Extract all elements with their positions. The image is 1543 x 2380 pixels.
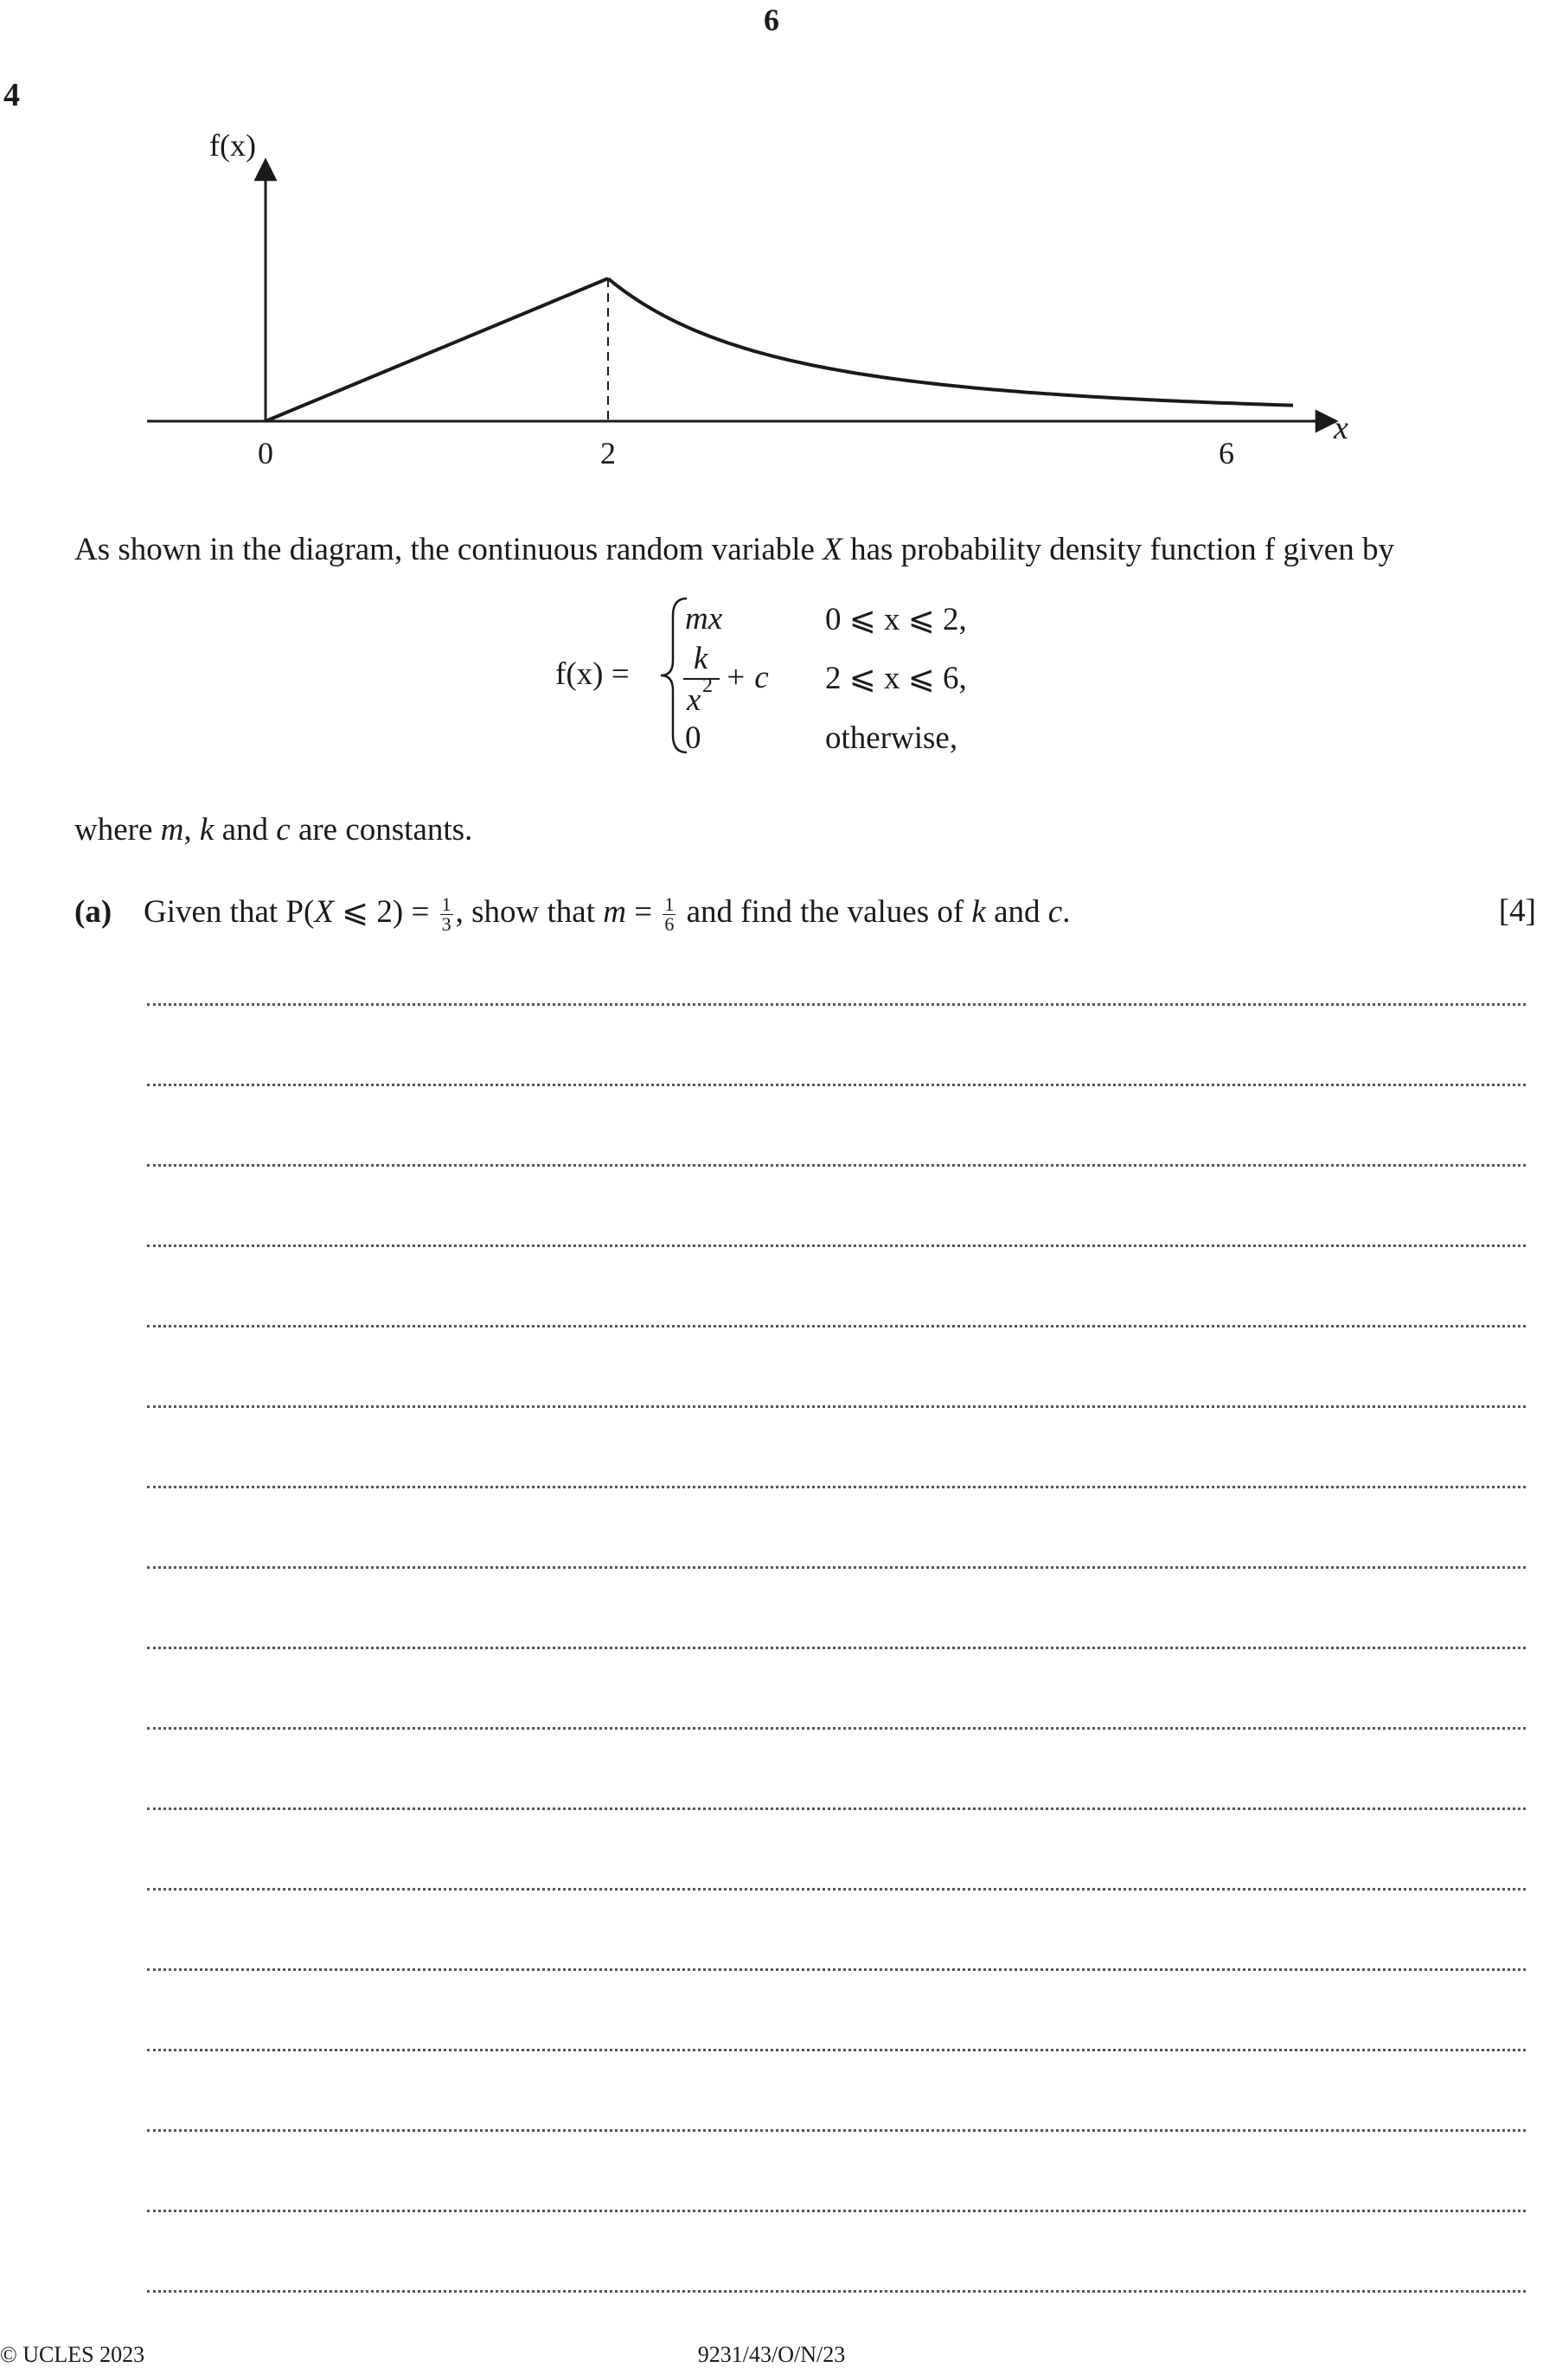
case3-cond: otherwise, bbox=[825, 720, 958, 756]
answer-line[interactable] bbox=[147, 1968, 1526, 1971]
frac1-den: 3 bbox=[441, 913, 451, 936]
piecewise-lhs: f(x) = bbox=[555, 656, 630, 692]
part-a-label: (a) bbox=[74, 894, 112, 930]
case2-den: x bbox=[687, 682, 701, 718]
part-a-text-1: Given that P( bbox=[144, 894, 315, 930]
part-a-text-6: and bbox=[985, 894, 1048, 930]
case2-exp: 2 bbox=[702, 675, 713, 697]
answer-line[interactable] bbox=[147, 1244, 1526, 1247]
footer-copyright: © UCLES 2023 bbox=[0, 2342, 145, 2367]
case2-cond: 2 ⩽ x ⩽ 6, bbox=[825, 661, 967, 696]
case2-fraction-bar bbox=[683, 678, 720, 680]
intro-var-x: X bbox=[823, 532, 842, 567]
case1-cond: 0 ⩽ x ⩽ 2, bbox=[825, 602, 967, 637]
answer-line[interactable] bbox=[147, 2049, 1526, 2051]
answer-line[interactable] bbox=[147, 1807, 1526, 1810]
case2-num: k bbox=[694, 641, 708, 676]
part-a-text-3: , show that bbox=[455, 894, 604, 930]
page-number: 6 bbox=[764, 3, 779, 37]
case2-plus-c: + c bbox=[725, 660, 769, 695]
frac1-num: 1 bbox=[441, 893, 451, 916]
part-a-var-k: k bbox=[971, 894, 986, 930]
where-var-m: m bbox=[160, 812, 184, 848]
answer-line[interactable] bbox=[147, 2210, 1526, 2212]
answer-line[interactable] bbox=[147, 2290, 1526, 2293]
where-text-1: where bbox=[74, 812, 161, 848]
fraction-one-sixth bbox=[663, 895, 675, 934]
question-number: 4 bbox=[3, 77, 20, 113]
where-var-k: k bbox=[199, 812, 214, 848]
part-a-var-c: c bbox=[1047, 894, 1063, 930]
fraction-one-third bbox=[440, 895, 453, 934]
intro-text-2: has probability density function f given by bbox=[842, 532, 1394, 567]
case3-expr: 0 bbox=[685, 720, 701, 756]
where-text-3: and bbox=[214, 812, 277, 848]
answer-line[interactable] bbox=[147, 1084, 1526, 1086]
answer-line[interactable] bbox=[147, 1647, 1526, 1649]
answer-line[interactable] bbox=[147, 1486, 1526, 1488]
case1-expr: mx bbox=[685, 601, 723, 637]
marks-badge: [4] bbox=[1498, 893, 1536, 929]
answer-line[interactable] bbox=[147, 1325, 1526, 1328]
answer-line[interactable] bbox=[147, 1727, 1526, 1730]
frac2-den: 6 bbox=[664, 913, 675, 936]
part-a-text-5: and find the values of bbox=[678, 894, 972, 930]
y-axis-label: f(x) bbox=[209, 128, 256, 163]
where-text-4: are constants. bbox=[290, 812, 473, 848]
answer-line[interactable] bbox=[147, 1405, 1526, 1408]
part-a-var-m: m bbox=[603, 894, 626, 930]
frac2-num: 1 bbox=[664, 893, 675, 916]
answer-line[interactable] bbox=[147, 1003, 1526, 1006]
part-a-text-2: ⩽ 2) = bbox=[333, 894, 438, 930]
x-tick-0: 0 bbox=[258, 436, 273, 470]
part-a-question bbox=[74, 892, 1536, 934]
part-a-var-x: X bbox=[314, 894, 334, 930]
where-text-2: , bbox=[183, 812, 200, 848]
constants-statement bbox=[74, 811, 472, 848]
series-curve bbox=[608, 278, 1293, 406]
x-tick-6: 6 bbox=[1219, 436, 1234, 470]
question-intro bbox=[74, 531, 1394, 568]
part-a-text-4: = bbox=[625, 894, 661, 930]
part-a-text-7: . bbox=[1062, 894, 1071, 930]
where-var-c: c bbox=[276, 812, 291, 848]
answer-line[interactable] bbox=[147, 1566, 1526, 1569]
series-linear bbox=[266, 278, 608, 421]
intro-text-1: As shown in the diagram, the continuous random variable bbox=[74, 532, 823, 567]
pdf-graph bbox=[130, 112, 1384, 493]
x-axis-label: x bbox=[1334, 410, 1348, 446]
footer-paper-code: 9231/43/O/N/23 bbox=[697, 2342, 846, 2367]
answer-line[interactable] bbox=[147, 1888, 1526, 1891]
answer-line[interactable] bbox=[147, 1164, 1526, 1167]
x-tick-2: 2 bbox=[600, 436, 616, 470]
answer-line[interactable] bbox=[147, 2129, 1526, 2132]
piecewise-definition bbox=[554, 593, 1003, 766]
